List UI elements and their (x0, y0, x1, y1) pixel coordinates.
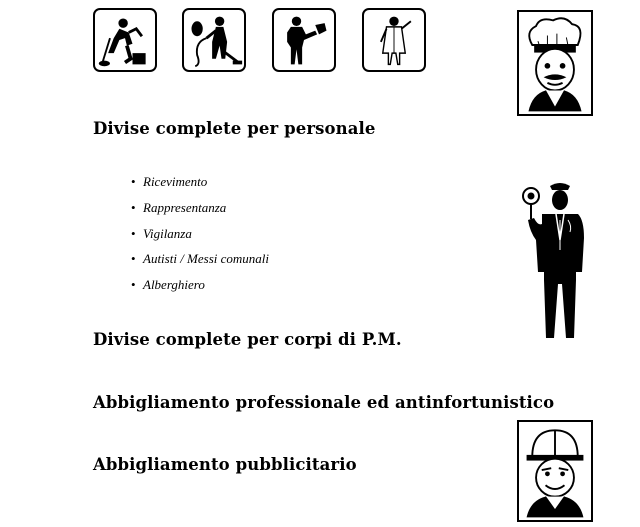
heading-professional-clothing: Abbigliamento professionale ed antinfortunistico (93, 393, 555, 412)
list-item: • Rappresentanza (131, 199, 227, 215)
lab-coat-doctor-icon (362, 8, 426, 72)
construction-worker-portrait (517, 420, 593, 522)
cleaner-mopping-icon (93, 8, 157, 72)
heading-advertising-clothing: Abbigliamento pubblicitario (93, 455, 357, 474)
list-item: • Autisti / Messi comunali (131, 251, 270, 267)
chef-portrait (517, 10, 593, 116)
traffic-officer-figure (520, 180, 588, 340)
worker-spray-icon (272, 8, 336, 72)
list-item: • Ricevimento (131, 174, 208, 189)
staff-list (131, 172, 269, 301)
list-item: • Vigilanza (131, 225, 192, 241)
heading-uniforms-police: Divise complete per corpi di P.M. (93, 330, 402, 349)
list-item: • Alberghiero (131, 277, 205, 293)
heading-uniforms-staff: Divise complete per personale (93, 119, 376, 138)
cleaner-vacuum-icon (182, 8, 246, 72)
